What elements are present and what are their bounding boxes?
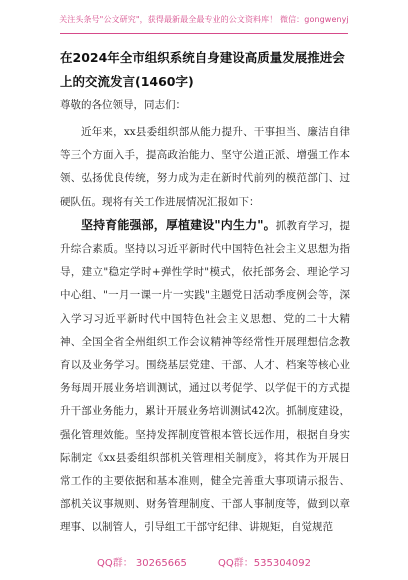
footer-qq-1: QQ群： 30265665 bbox=[96, 558, 187, 569]
section-text: 抓教育学习，提升综合素质。坚持以习近平新时代中国特色社会主义思想为指导，建立"稳定学时+弹性学时"模式，依托部务会、理论学习中心组、"一月一课一片一实践"主题党日活动季度例会等，深入学习习近平新时代中国特色社会主义思想、党的二十大精神、全国全省全州组织工作会议精神等经常性开展理想信念教育以及业务学习。围绕基层党建、干部、人才、档案等核心业务每周开展业务培训测试，通过以考促学、以学促干的方式提升干部业务能力，累计开展业务培训测试42次。抓制度建设，强化管理效能。坚持发挥制度管根本管长远作用，根据自身实际制定《xx县委组织部机关管理相关制度》，将其作为开展日常工作的主要依据和基本准则，健全完善重大事项请示报告、部机关议事规则、财务管理制度、干部人事制度等，做到以章理事、以制管人，引导组工干部守纪律、讲规矩，自觉规范 bbox=[60, 219, 350, 534]
intro-paragraph: 近年来，xx县委组织部从能力提升、干事担当、廉洁自律等三个方面入手，提高政治能力、坚守公道正派、增强工作本领、弘扬优良传统，努力成为走在新时代前列的模范部门、过硬队伍。现将有关工作进展情况汇报如下： bbox=[60, 126, 350, 208]
section-paragraph bbox=[60, 214, 350, 540]
section-heading: 坚持育能强部，厚植建设"内生力"。 bbox=[81, 217, 276, 232]
header-divider bbox=[60, 33, 348, 34]
footer-contact bbox=[0, 554, 408, 569]
document-title: 在2024年全市组织系统自身建设高质量发展推进会上的交流发言(1460字) bbox=[60, 50, 345, 89]
footer-qq-2: QQ群：535304092 bbox=[218, 558, 312, 569]
watermark-banner: 关注头条号"公文研究"，获得最新最全最专业的公文资料库！ 微信：gongwenyj bbox=[59, 15, 349, 24]
document-body bbox=[60, 121, 350, 540]
salutation: 尊敬的各位领导，同志们： bbox=[60, 99, 186, 111]
